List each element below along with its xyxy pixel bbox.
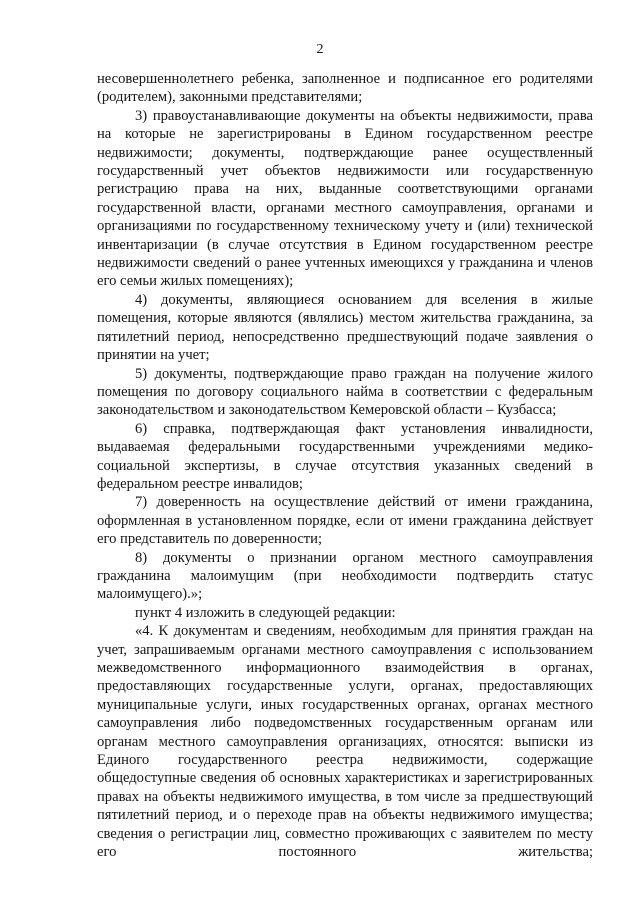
paragraph-instruction: пункт 4 изложить в следующей редакции: (135, 604, 396, 621)
paragraph-item-6: 6) справка, подтверждающая факт установления инвалидности, выдаваемая федеральными государственными учреждениями медико-социальной экспертизы, в случае отсутствия указанных сведений в федеральном реестре инвалидов; (97, 420, 593, 492)
paragraph-point-4: «4. К документам и сведениям, необходимым для принятия граждан на учет, запрашиваемым органами местного самоуправления с использованием межведомственного информационного взаимодействия в органах, предоставляющих государственные услуги, органах, предоставляющих муниципальные услуги, иных государственных органах, органах местного самоуправления либо подведомственных государственным органам или органам местного самоуправления организациях, относятся: выписки из Единого государственного реестра недвижимости, содержащие общедоступные сведения об основных характеристиках и зарегистрированных правах на объекты недвижимого имущества, в том числе за предшествующий пятилетний период, и о переходе прав на объекты недвижимого имущества; сведения о регистрации лиц, совместно проживающих с заявителем по месту его постоянного жительства; (97, 623, 593, 861)
paragraph-item-8: 8) документы о признании органом местного самоуправления гражданина малоимущим (при необходимости подтвердить статус малоимущего).»; (97, 549, 593, 603)
paragraph-item-3: 3) правоустанавливающие документы на объекты недвижимости, права на которые не зарегистрированы в Едином государственном реестре недвижимости; документы, подтверждающие ранее осуществленный государственный учет объектов недвижимости или государственную регистрацию права на них, выданные соответствующими органами государственной власти, органами местного самоуправления, органами и организациями по государственному техническому учету и (или) технической инвентаризации (в случае отсутствия в Едином государственном реестре недвижимости сведений о ранее учтенных имеющихся у гражданина и членов его семьи жилых помещениях); (97, 107, 593, 290)
paragraph-continuation: несовершеннолетнего ребенка, заполненное и подписанное его родителями (родителем), законными представителями; (97, 71, 593, 106)
document-body (97, 70, 593, 861)
paragraph-item-4: 4) документы, являющиеся основанием для вселения в жилые помещения, которые являются (являлись) местом жительства гражданина, за пятилетний период, непосредственно предшествующий подаче заявления о принятии на учет; (97, 291, 593, 364)
paragraph-item-7: 7) доверенность на осуществление действий от имени гражданина, оформленная в установленном порядке, если от имени гражданина действует его представитель по доверенности; (97, 494, 593, 548)
page-number: 2 (316, 42, 324, 57)
paragraph-item-5: 5) документы, подтверждающие право граждан на получение жилого помещения по договору социального найма в соответствии с федеральным законодательством и законодательством Кемеровской области – Кузбасса; (97, 365, 593, 419)
